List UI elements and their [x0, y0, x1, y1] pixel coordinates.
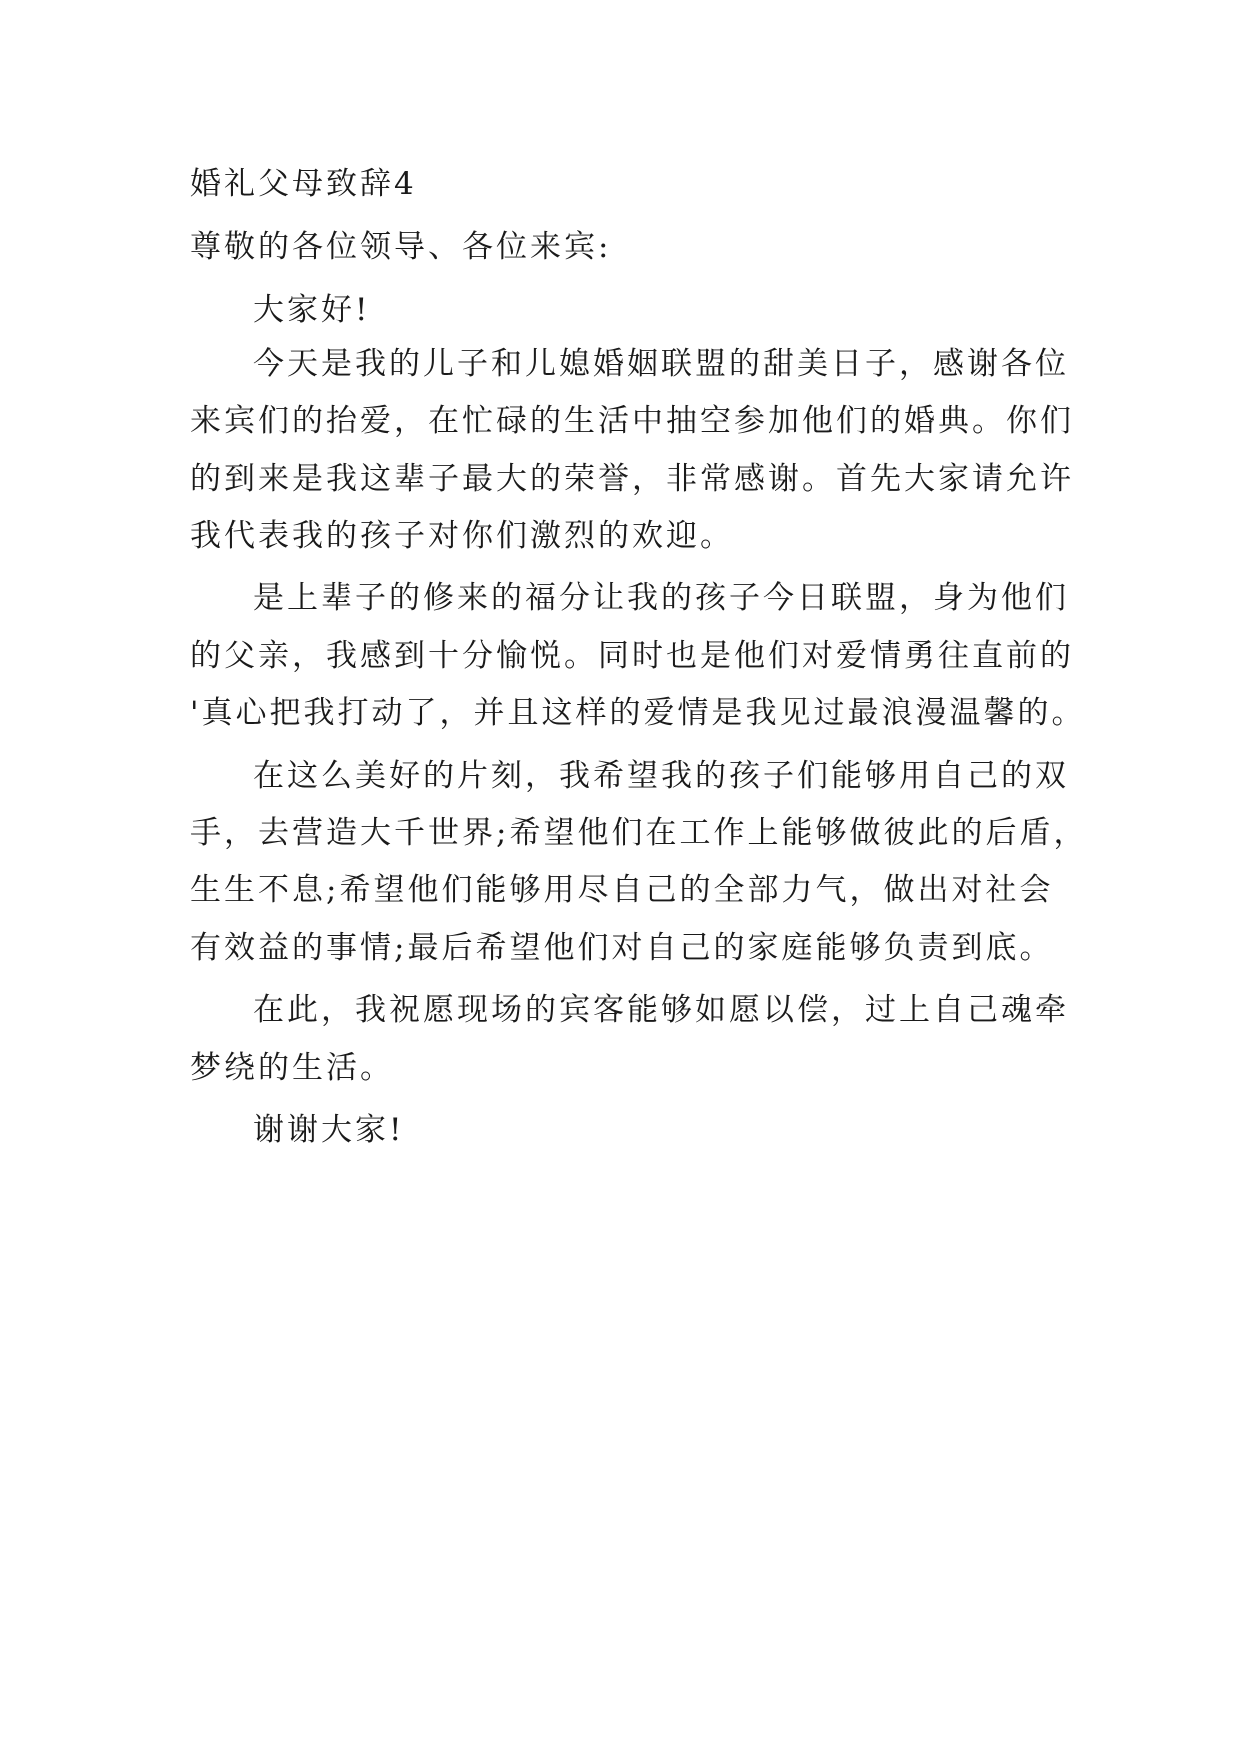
paragraph-2-line-1: 是上辈子的修来的福分让我的孩子今日联盟，身为他们 — [253, 580, 1069, 616]
paragraph-3-line-3: 生生不息;希望他们能够用尽自己的全部力气，做出对社会 — [190, 872, 1054, 908]
paragraph-2-line-2: 的父亲，我感到十分愉悦。同时也是他们对爱情勇往直前的 — [190, 638, 1074, 674]
paragraph-1-line-4: 我代表我的孩子对你们激烈的欢迎。 — [190, 518, 734, 554]
paragraph-1-line-2: 来宾们的抬爱，在忙碌的生活中抽空参加他们的婚典。你们 — [190, 403, 1074, 439]
closing-thanks: 谢谢大家! — [253, 1112, 405, 1148]
paragraph-4-line-2: 梦绕的生活。 — [190, 1050, 394, 1086]
greeting: 大家好! — [253, 292, 371, 328]
paragraph-1-line-1: 今天是我的儿子和儿媳婚姻联盟的甜美日子，感谢各位 — [253, 346, 1069, 382]
paragraph-2-line-3: '真心把我打动了，并且这样的爱情是我见过最浪漫温馨的。 — [190, 695, 1086, 731]
paragraph-3-line-1: 在这么美好的片刻，我希望我的孩子们能够用自己的双 — [253, 758, 1069, 794]
document-title: 婚礼父母致辞4 — [190, 166, 417, 202]
paragraph-1-line-3: 的到来是我这辈子最大的荣誉，非常感谢。首先大家请允许 — [190, 461, 1074, 497]
paragraph-4-line-1: 在此，我祝愿现场的宾客能够如愿以偿，过上自己魂牵 — [253, 992, 1069, 1028]
paragraph-3-line-4: 有效益的事情;最后希望他们对自己的家庭能够负责到底。 — [190, 930, 1054, 966]
paragraph-3-line-2: 手，去营造大千世界;希望他们在工作上能够做彼此的后盾， — [190, 815, 1088, 851]
salutation: 尊敬的各位领导、各位来宾: — [190, 229, 612, 265]
